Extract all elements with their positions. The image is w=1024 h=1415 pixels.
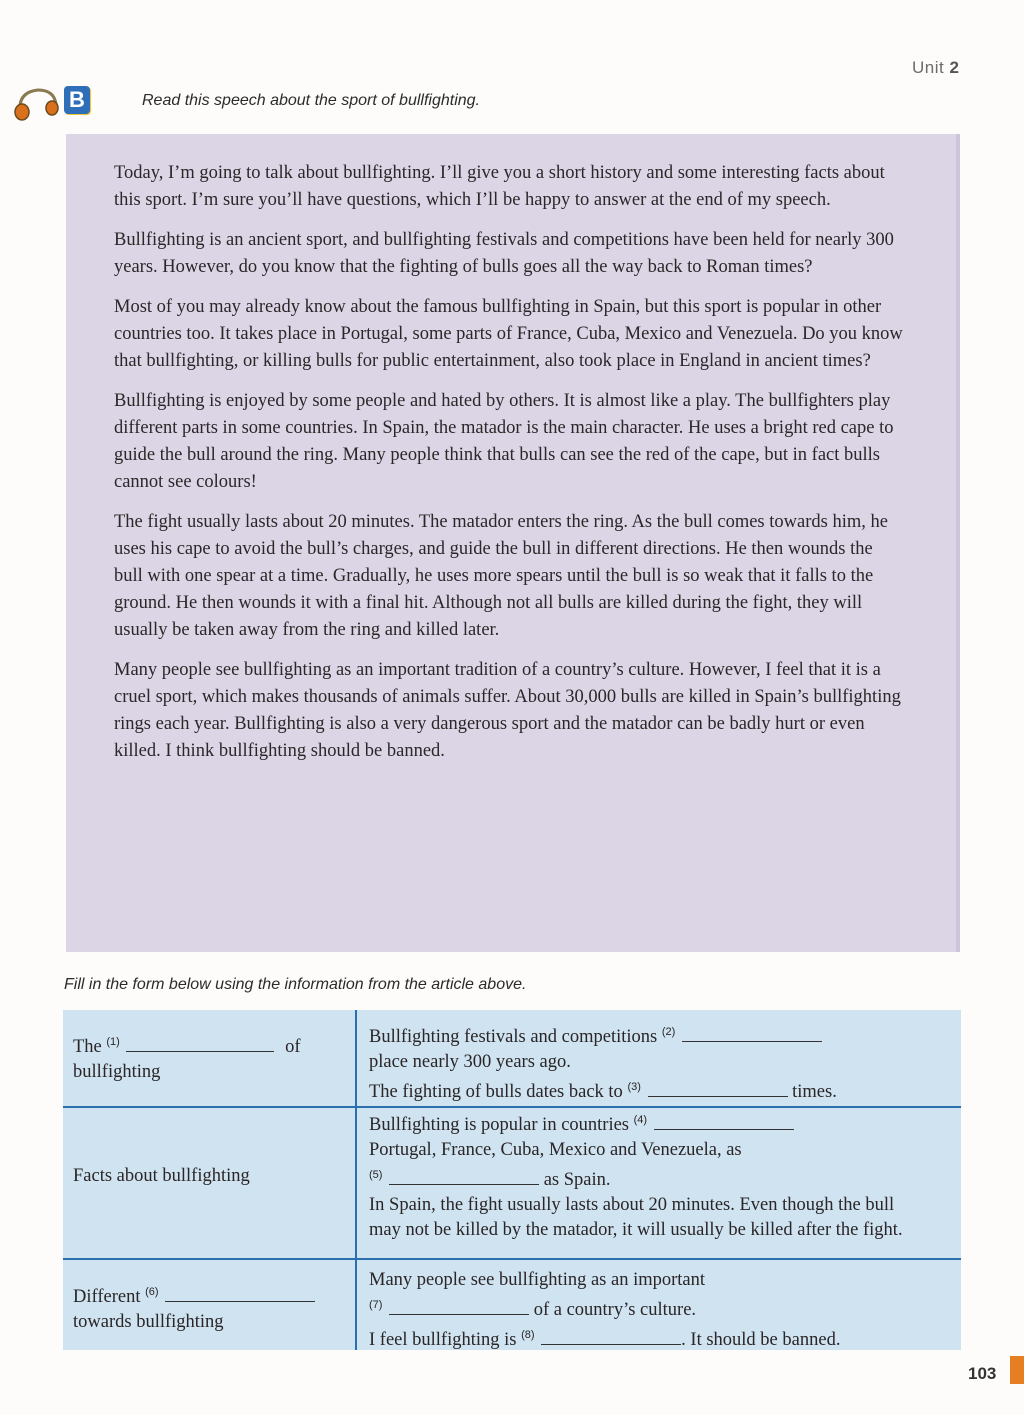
page-number: 103: [968, 1364, 997, 1383]
speech-paragraph: Most of you may already know about the famous bullfighting in Spain, but this sport is popular in other countries too. It takes place in Portugal, some parts of France, Cuba, Mexico and Venezuela. Do you know that bullfighting, or killing bulls for public entertainment, also took place in England in ancient times?: [114, 297, 903, 371]
row-content: Bullfighting festivals and competitions $^{(2)}$ place nearly 300 years ago. The fighting of bulls dates back to $^{(3)}$ times.: [369, 1020, 949, 1105]
blank-6[interactable]: [165, 1283, 315, 1302]
section-letter-badge: B: [64, 86, 90, 114]
blank-5[interactable]: [389, 1166, 539, 1185]
speech-paragraph: The fight usually lasts about 20 minutes. The matador enters the ring. As the bull comes towards him, he uses his cape to avoid the bull’s charges, and guide the bull in different directions. He then wounds the bull with one spear at a time. Gradually, he uses more spears until the bull is so weak that it falls to the ground. He then wounds it with a final hit. Although not all bulls are killed during the fight, they will usually be taken away from the ring and killed later.: [114, 512, 888, 640]
reading-instruction: Read this speech about the sport of bullfighting.: [142, 92, 480, 109]
speech-paragraph: Bullfighting is enjoyed by some people and hated by others. It is almost like a play. The bullfighters play different parts in some countries. In Spain, the matador is the main character. He uses a bright red cape to guide the bull around the ring. Many people think that bulls can see the red of the cape, but in fact bulls cannot see colours!: [114, 391, 894, 492]
form-row-facts: [63, 1106, 961, 1258]
speech-paragraph: Many people see bullfighting as an important tradition of a country’s culture. However, I feel that it is a cruel sport, which makes thousands of animals suffer. About 30,000 bulls are killed in Spain’s bullfighting rings each year. Bullfighting is also a very dangerous sport and the matador can be badly hurt or even killed. I think bullfighting should be banned.: [114, 660, 901, 761]
row-label: Facts about bullfighting: [73, 1166, 250, 1186]
blank-2[interactable]: [682, 1023, 822, 1042]
row-content: Many people see bullfighting as an important $^{(7)}$ of a country’s culture. I feel bullfighting is $^{(8)}$ . It should be banned.: [369, 1270, 841, 1351]
blank-1[interactable]: [126, 1033, 274, 1052]
page-tab-marker: [1010, 1356, 1024, 1384]
form-instruction: Fill in the form below using the information from the article above.: [64, 976, 527, 993]
blank-3[interactable]: [648, 1078, 788, 1097]
row-label: The $^{(1)}$ of bullfighting: [73, 1030, 345, 1085]
speech-text-box: [66, 134, 960, 952]
fill-in-form-table: [63, 1010, 961, 1350]
unit-label: [912, 58, 959, 78]
speech-paragraph: Bullfighting is an ancient sport, and bullfighting festivals and competitions have been held for nearly 300 years. However, do you know that the fighting of bulls goes all the way back to Roman times?: [114, 230, 894, 277]
form-row-history: [63, 1010, 961, 1106]
row-label: Different $^{(6)}$ towards bullfighting: [73, 1280, 345, 1335]
blank-4[interactable]: [654, 1111, 794, 1130]
headphones-icon: [12, 84, 62, 122]
unit-number: 2: [949, 58, 960, 77]
blank-8[interactable]: [541, 1326, 681, 1345]
unit-word: Unit: [912, 58, 945, 77]
form-row-attitudes: [63, 1258, 961, 1352]
row-content: Bullfighting is popular in countries $^{(4)}$ Portugal, France, Cuba, Mexico and Venezuela, as $^{(5)}$ as Spain. In Spain, the fight usually lasts about 20 minutes. Even though the bull may not be killed by the matador, it will usually be killed after the fight.: [369, 1108, 929, 1243]
blank-7[interactable]: [389, 1296, 529, 1315]
speech-paragraph: Today, I’m going to talk about bullfighting. I’ll give you a short history and some interesting facts about this sport. I’m sure you’ll have questions, which I’ll be happy to answer at the end of my speech.: [114, 163, 885, 210]
